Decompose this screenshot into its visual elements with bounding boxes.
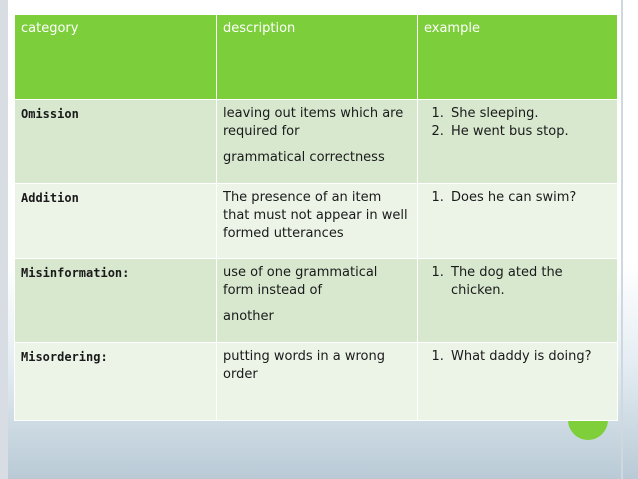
example-list [424, 264, 611, 300]
description-text: use of one grammatical form instead of [223, 265, 378, 299]
example-cell [418, 99, 618, 183]
description-text-continued: another [223, 309, 274, 325]
error-types-table [14, 14, 618, 421]
description-text: putting words in a wrong order [223, 349, 385, 383]
description-cell [217, 259, 418, 343]
example-list [424, 105, 611, 141]
header-example: example [418, 15, 618, 100]
example-item: 2. He went bus stop. [448, 123, 611, 141]
header-description: description [217, 15, 418, 100]
example-item: 1. The dog ated the chicken. [448, 264, 611, 300]
example-cell [418, 183, 618, 259]
category-cell: Misordering: [15, 343, 217, 421]
example-item: 1. Does he can swim? [448, 189, 611, 207]
table-row [15, 183, 618, 259]
example-item: 1. What daddy is doing? [448, 348, 611, 366]
table-row [15, 343, 618, 421]
description-text: The presence of an item that must not appear in well formed utterances [223, 189, 408, 241]
table-row [15, 259, 618, 343]
description-text: leaving out items which are required for [223, 105, 404, 139]
table-row [15, 99, 618, 183]
slide-right-decoration [621, 0, 623, 479]
table-header-row [15, 15, 618, 100]
example-item: 1. She sleeping. [448, 105, 611, 123]
category-cell: Addition [15, 183, 217, 259]
description-cell [217, 343, 418, 421]
example-list [424, 348, 611, 366]
slide-left-border [0, 0, 8, 479]
header-category: category [15, 15, 217, 100]
description-cell [217, 183, 418, 259]
description-cell [217, 99, 418, 183]
category-cell: Omission [15, 99, 217, 183]
example-cell [418, 343, 618, 421]
category-cell: Misinformation: [15, 259, 217, 343]
example-list [424, 189, 611, 207]
example-cell [418, 259, 618, 343]
description-text-continued: grammatical correctness [223, 149, 385, 165]
